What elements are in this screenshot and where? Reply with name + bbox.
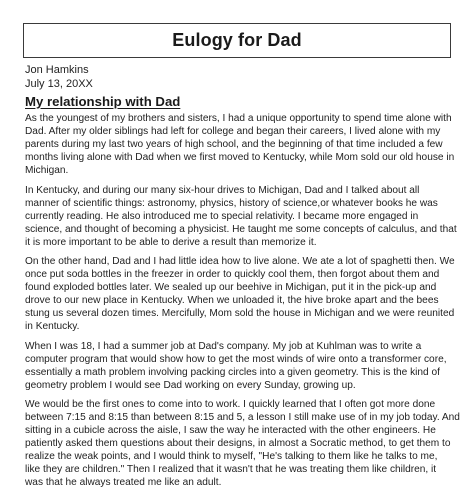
paragraph-line: We would be the first ones to come into to work. I quickly learned that I often got more done (25, 399, 436, 410)
paragraph-line: patiently asked them questions about their designs, in almost a Socratic method, to get them to (25, 438, 451, 449)
paragraph-line: realize the weak points, and I would think to myself, "He's talking to them like he talks to me, (25, 451, 438, 462)
paragraph-line: essentially a math problem involving packing circles into a given geometry. This is the kind of (25, 366, 440, 378)
body-paragraph (25, 184, 457, 249)
body-paragraph (25, 255, 455, 333)
body-paragraph (25, 112, 455, 177)
eulogy-body (25, 112, 460, 496)
paragraph-line: stung us several dozen times. Mercifully, Mom sold the house in Michigan and we were reunited (25, 308, 455, 319)
paragraph-line: it is more important to be able to derive a result than memorize it. (25, 236, 317, 248)
paragraph-line: currently reading. He also introduced me to special relativity. I became more engaged in (25, 210, 419, 222)
paragraph-line: between 7:15 and 8:15 than between 8:15 and 5, a lesson I still make use of in my job today. And (25, 412, 460, 423)
document-title: Eulogy for Dad (172, 30, 302, 50)
paragraph-line: like they are children." Then I realized that it wasn't that he was treating them like children, it (25, 464, 437, 475)
paragraph-line: On the other hand, Dad and I had little idea how to live alone. We ate a lot of spaghetti then. We (25, 256, 455, 267)
body-paragraph (25, 340, 451, 392)
paragraph-line: In Kentucky, and during our many six-hour drives to Michigan, Dad and I talked about all (25, 184, 420, 196)
paragraph-line: months living alone with Dad when we first moved to Kentucky, while Mom sold our old house in (25, 152, 455, 163)
paragraph-line: once put soda bottles in the freezer in order to quickly cool them, then forgot about them and (25, 269, 440, 280)
paragraph-line: sitting in a cubicle across the aisle, I saw the way he interacted with the other engineers. He (25, 425, 436, 436)
paragraph-line: science, and thought of becoming a physicist. He taught me some concepts of calculus, and that (25, 223, 457, 235)
paragraph-line: As the youngest of my brothers and sisters, I had a unique opportunity to spend time alone with (25, 113, 452, 124)
paragraph-line: manner of scientific things: astronomy, physics, history of science,or whatever books he was (25, 197, 438, 209)
paragraph-line: drove to our new place in Kentucky. When we unloaded it, the hive broke apart and the bees (25, 295, 439, 306)
paragraph-line: in Kentucky. (25, 321, 80, 332)
paragraph-line: Michigan. (25, 165, 69, 176)
body-paragraph (25, 398, 460, 489)
paragraph-line: Dad. After my older siblings had left for college and began their careers, I lived alone with my (25, 126, 441, 137)
title-box (23, 23, 451, 58)
author-block (25, 63, 93, 91)
paragraph-line: found exploded bottles later. We sealed up our beehive in Michigan, put it in the pick-up and (25, 282, 437, 293)
paragraph-line: When I was 18, I had a summer job at Dad's company. My job at Kuhlman was to write a (25, 340, 422, 352)
section-heading: My relationship with Dad (25, 94, 181, 109)
paragraph-line: computer program that would show how to get the most winds of wire onto a transformer core, (25, 353, 447, 365)
paragraph-line: parents during my last two years of high school, and the beginning of that time included a few (25, 139, 443, 150)
author-name: Jon Hamkins (25, 64, 89, 76)
document-date: July 13, 20XX (25, 78, 93, 90)
paragraph-line: was that he always treated me like an adult. (25, 477, 222, 488)
paragraph-line: geometry problem I would see Dad working on every Sunday, growing up. (25, 379, 356, 391)
